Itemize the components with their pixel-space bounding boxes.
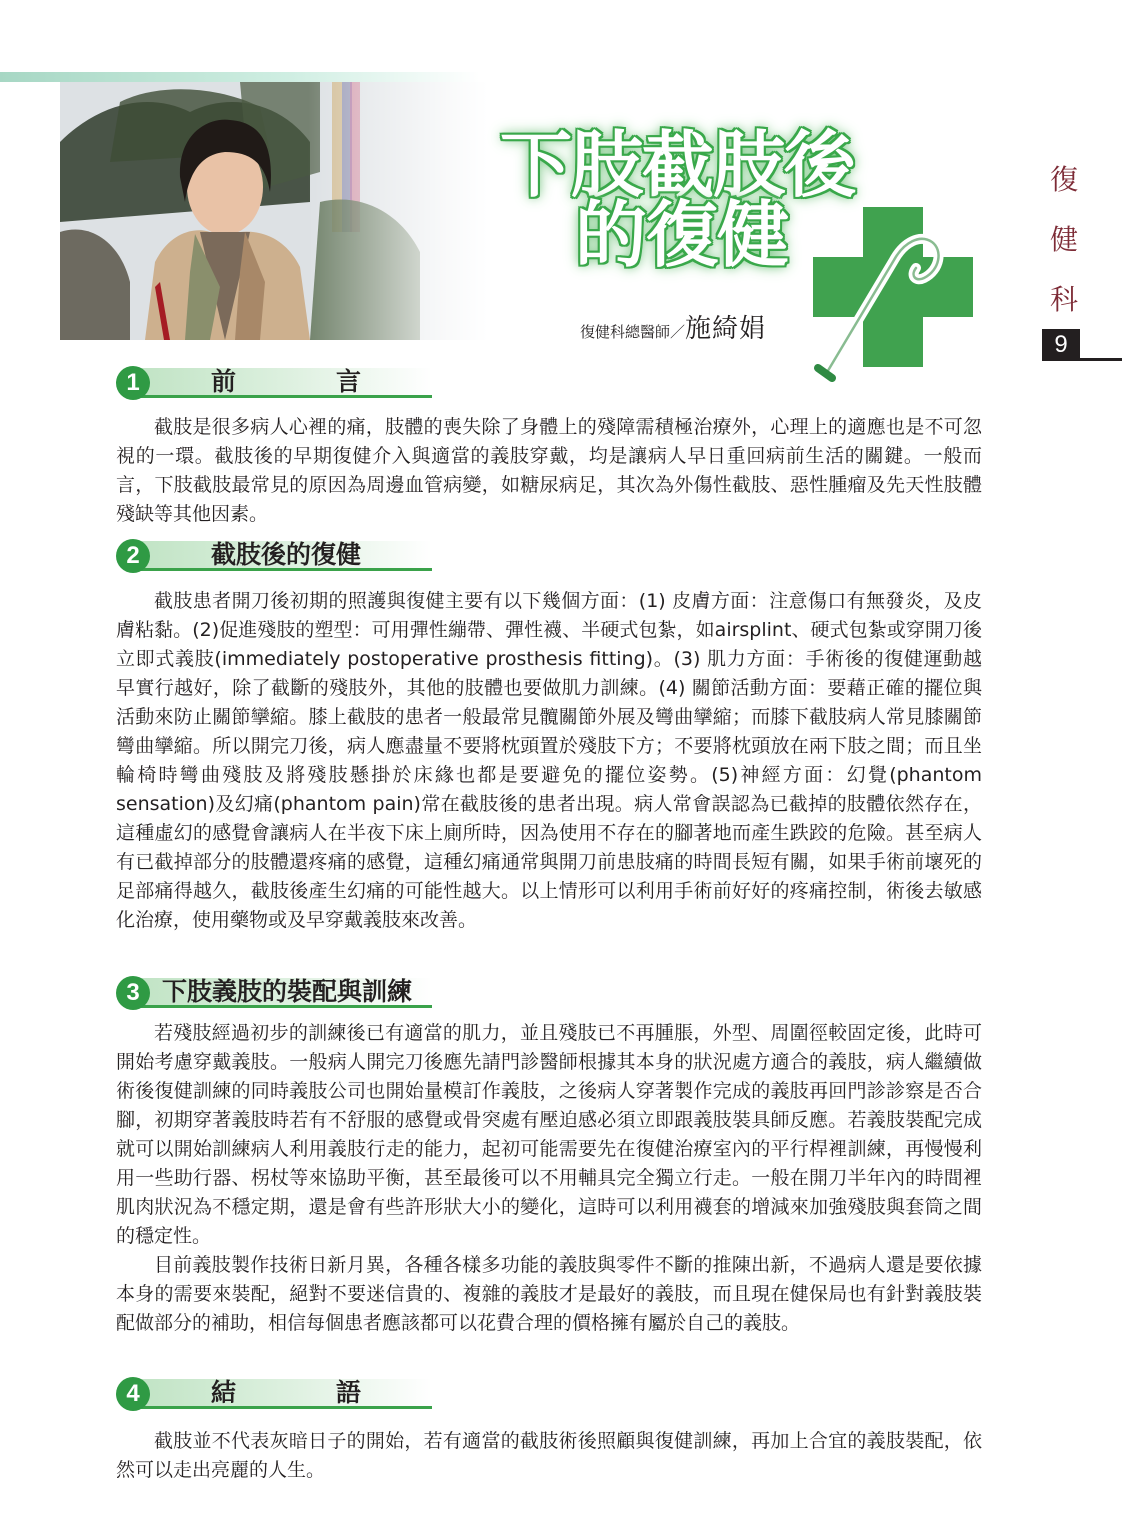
section-4-paragraph: 截肢並不代表灰暗日子的開始，若有適當的截肢術後照顧與復健訓練，再加上合宜的義肢裝配，依然可以走出亮麗的人生。 — [116, 1430, 982, 1481]
section-1-paragraph: 截肢是很多病人心裡的痛，肢體的喪失除了身體上的殘障需積極治療外，心理上的適應也是不可忽視的一環。截肢後的早期復健介入與適當的義肢穿戴，均是讓病人早日重回病前生活的關鍵。一般而言，下肢截肢最常見的原因為周邊血管病變，如糖尿病足，其次為外傷性截肢、惡性腫瘤及先天性肢體殘缺等其他因素。 — [116, 416, 982, 525]
author-role: 復健科總醫師／ — [580, 323, 686, 341]
side-tab-char: 復 — [1049, 163, 1078, 196]
title-line-2: 的復健 — [575, 196, 789, 276]
green-cross-cane-icon — [808, 182, 978, 382]
section-3-paragraph-1: 若殘肢經過初步的訓練後已有適當的肌力，並且殘肢已不再腫脹，外型、周圍徑較固定後，此時可開始考慮穿戴義肢。一般病人開完刀後應先請門診醫師根據其本身的狀況處方適合的義肢，病人繼續做術後復健訓練的同時義肢公司也開始量模訂作義肢，之後病人穿著製作完成的義肢再回門診診察是否合腳，初期穿著義肢時若有不舒服的感覺或骨突處有壓迫感必須立即跟義肢裝具師反應。若義肢裝配完成就可以開始訓練病人利用義肢行走的能力，起初可能需要先在復健治療室內的平行桿裡訓練，再慢慢利用一些助行器、柺杖等來協助平衡，甚至最後可以不用輔具完全獨立行走。一般在開刀半年內的時間裡肌肉狀況為不穩定期，還是會有些許形狀大小的變化，這時可以利用襪套的增減來加強殘肢與套筒之間的穩定性。 — [116, 1022, 982, 1247]
author-photo — [60, 82, 488, 340]
author-name: 施綺娟 — [685, 314, 767, 344]
page-number: 9 — [1042, 329, 1080, 361]
title-line-1: 下肢截肢後 — [500, 126, 856, 206]
section-number-badge: 4 — [116, 1377, 150, 1411]
side-tab-char: 科 — [1049, 283, 1078, 316]
page-number-rule — [1080, 358, 1122, 361]
section-number-badge: 3 — [116, 976, 150, 1010]
section-3-paragraph-2: 目前義肢製作技術日新月異，各種各樣多功能的義肢與零件不斷的推陳出新，不過病人還是要依據本身的需要來裝配，絕對不要迷信貴的、複雜的義肢才是最好的義肢，而且現在健保局也有針對義肢裝配做部分的補助，相信每個患者應該都可以花費合理的價格擁有屬於自己的義肢。 — [116, 1254, 982, 1334]
author-byline — [580, 308, 766, 345]
photo-fade-overlay — [308, 82, 488, 340]
header-accent-strip — [0, 72, 480, 82]
section-2-paragraph: 截肢患者開刀後初期的照護與復健主要有以下幾個方面：(1) 皮膚方面：注意傷口有無發炎，及皮膚粘黏。(2)促進殘肢的塑型：可用彈性繃帶、彈性襪、半硬式包紮，如airsplint、硬式包紮或穿開刀後立即式義肢(immediately postoperative prosthesis fitting)。(3) 肌力方面：手術後的復健運動越早實行越好，除了截斷的殘肢外，其他的肢體也要做肌力訓練。(4) 關節活動方面：要藉正確的擺位與活動來防止關節攣縮。膝上截肢的患者一般最常見髖關節外展及彎曲攣縮；而膝下截肢病人常見膝關節彎曲攣縮。所以開完刀後，病人應盡量不要將枕頭置於殘肢下方；不要將枕頭放在兩下肢之間；而且坐輪椅時彎曲殘肢及將殘肢懸掛於床緣也都是要避免的擺位姿勢。(5)神經方面：幻覺(phantom sensation)及幻痛(phantom pain)常在截肢後的患者出現。病人常會誤認為已截掉的肢體依然存在，這種虛幻的感覺會讓病人在半夜下床上廁所時，因為使用不存在的腳著地而產生跌跤的危險。甚至病人有已截掉部分的肢體還疼痛的感覺，這種幻痛通常與開刀前患肢痛的時間長短有關，如果手術前壞死的足部痛得越久，截肢後產生幻痛的可能性越大。以上情形可以利用手術前好好的疼痛控制，術後去敏感化治療，使用藥物或及早穿戴義肢來改善。 — [116, 590, 982, 931]
section-heading-1 — [116, 366, 436, 400]
section-side-tab — [1044, 150, 1084, 330]
section-heading-3 — [116, 976, 436, 1010]
side-tab-char: 健 — [1049, 223, 1078, 256]
section-heading-text: 下肢義肢的裝配與訓練 — [162, 977, 413, 1006]
section-heading-text: 前 言 — [211, 367, 362, 396]
section-number-badge: 2 — [116, 539, 150, 573]
section-heading-2 — [116, 539, 436, 573]
section-number-badge: 1 — [116, 366, 150, 400]
section-heading-text: 截肢後的復健 — [211, 540, 362, 569]
section-heading-text: 結 語 — [211, 1378, 362, 1407]
section-heading-4 — [116, 1377, 436, 1411]
